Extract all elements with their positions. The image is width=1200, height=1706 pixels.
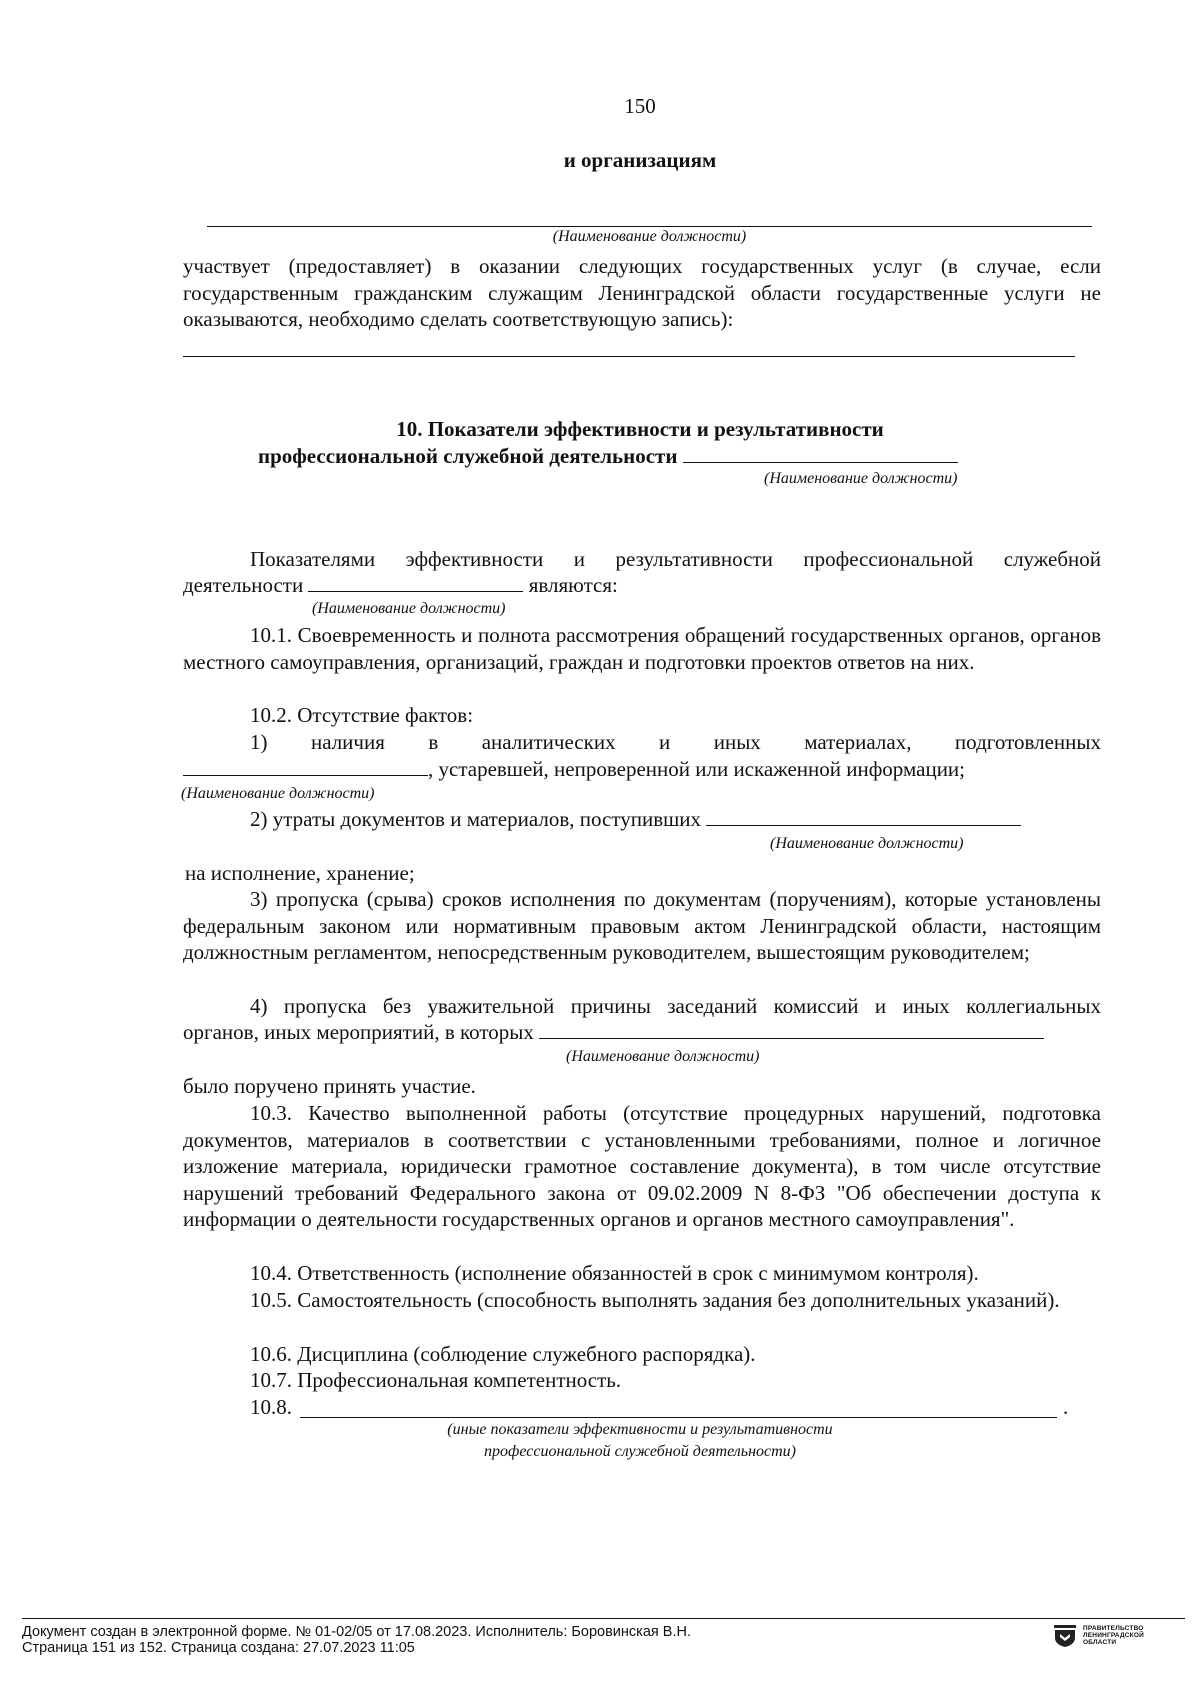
coat-of-arms-icon [1053, 1624, 1077, 1648]
other-indicators-caption-1: (иные показатели эффективности и результативности [447, 1421, 833, 1438]
sub-item-4-caption: (Наименование должности) [566, 1048, 760, 1065]
footer-line-2: Страница 151 из 152. Страница создана: 27.07.2023 11:05 [22, 1640, 415, 1656]
item-10-5: 10.5. Самостоятельность (способность выполнять задания без дополнительных указаний). [250, 1288, 1060, 1312]
services-blank-line [183, 356, 1075, 357]
page-number: 150 [624, 94, 656, 118]
sub-item-4-line-1: 4) пропуска без уважительной причины заседаний комиссий и иных коллегиальных [250, 994, 1101, 1018]
item-10-3: 10.3. Качество выполненной работы (отсутствие процедурных нарушений, подготовка документов, материалов в соответствии с установленными требованиями, полное и логичное изложение материала, юридически грамотное составление документа), в том числе отсутствие нарушений требований Федерального закона от 09.02.2009 N 8-ФЗ "Об обеспечении доступа к информации о деятельности государственных органов и органов местного самоуправления". [183, 1101, 1101, 1231]
sub-item-4-line-2: органов, иных мероприятий, в которых [183, 1019, 1044, 1046]
item-10-6: 10.6. Дисциплина (соблюдение служебного распорядка). [250, 1342, 756, 1366]
footer-rule [22, 1618, 1185, 1619]
section-10-title-line2: профессиональной служебной деятельности [258, 443, 958, 470]
item-10-4: 10.4. Ответственность (исполнение обязанностей в срок с минимумом контроля). [250, 1261, 979, 1285]
heading-continuation: и организациям [563, 148, 717, 172]
item-10-7: 10.7. Профессиональная компетентность. [250, 1368, 622, 1392]
sub-item-2-caption: (Наименование должности) [770, 835, 964, 852]
intro-line-1: Показателями эффективности и результативности профессиональной служебной [250, 547, 1101, 571]
footer-line-1: Документ создан в электронной форме. № 01-02/05 от 17.08.2023. Исполнитель: Боровинская В.Н. [22, 1624, 691, 1640]
item-10-8-period: . [1063, 1395, 1069, 1419]
item-10-2: 10.2. Отсутствие фактов: [250, 703, 474, 727]
item-10-8-blank-line [300, 1417, 1057, 1418]
intro-line-2: деятельности являются: [183, 573, 618, 597]
sub-item-1-caption: (Наименование должности) [181, 785, 375, 802]
item-10-8: 10.8. [250, 1395, 292, 1419]
item-10-1: 10.1. Своевременность и полнота рассмотрения обращений государственных органов, органов местного самоуправления, организаций, граждан и подготовки проектов ответов на них. [183, 623, 1101, 674]
section-title-caption: (Наименование должности) [764, 470, 958, 487]
gov-label: ПРАВИТЕЛЬСТВО ЛЕНИНГРАДСКОЙ ОБЛАСТИ [1083, 1625, 1144, 1646]
sub-item-1-line-2: , устаревшей, непроверенной или искаженной информации; [183, 756, 965, 783]
other-indicators-caption-2: профессиональной служебной деятельности) [484, 1443, 796, 1460]
position-caption: (Наименование должности) [552, 228, 747, 245]
sub-item-4-line-3: было поручено принять участие. [183, 1074, 476, 1098]
sub-item-2-line-1: 2) утраты документов и материалов, поступивших [250, 806, 1021, 833]
position-blank-line [207, 226, 1092, 227]
services-paragraph: участвует (предоставляет) в оказании следующих государственных услуг (в случае, если государственным гражданским служащим Ленинградской области государственные услуги не оказываются, необходимо сделать соответствующую запись): [183, 254, 1101, 331]
sub-item-3: 3) пропуска (срыва) сроков исполнения по документам (поручениям), которые установлены федеральным законом или нормативным правовым актом Ленинградской области, настоящим должностным регламентом, непосредственным руководителем, вышестоящим руководителем; [183, 887, 1101, 964]
sub-item-1-line-1: 1) наличия в аналитических и иных материалах, подготовленных [250, 730, 1101, 754]
intro-caption: (Наименование должности) [312, 600, 506, 617]
section-10-title: 10. Показатели эффективности и результативности [396, 417, 884, 441]
sub-item-2-line-2: на исполнение, хранение; [185, 861, 415, 885]
